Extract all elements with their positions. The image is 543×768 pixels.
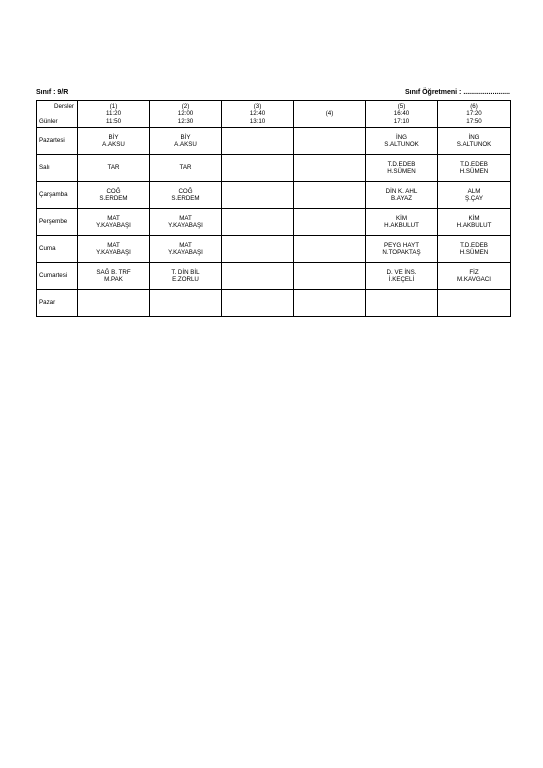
page-header — [36, 89, 510, 100]
day-row — [37, 236, 511, 263]
lesson-subject: İNG — [468, 133, 480, 141]
schedule-table — [36, 100, 511, 317]
period-header-6 — [438, 101, 511, 128]
lesson-subject: FİZ — [469, 268, 479, 276]
lesson-cell — [438, 128, 511, 155]
day-name: Salı — [37, 155, 78, 182]
lesson-cell — [366, 155, 438, 182]
day-row — [37, 263, 511, 290]
lesson-teacher: Ş.ÇAY — [464, 195, 484, 202]
period-start: 16:40 — [393, 110, 410, 118]
lesson-subject: DİN K. AHL — [385, 187, 418, 195]
lesson-subject: PEYG HAYT — [384, 241, 419, 249]
period-end: 17:50 — [466, 117, 482, 125]
lesson-subject: COĞ — [106, 187, 121, 195]
day-name: Perşembe — [37, 209, 78, 236]
period-number: (4) — [325, 110, 334, 118]
corner-cell — [37, 101, 78, 128]
lesson-cell — [222, 263, 294, 290]
lesson-cell — [150, 155, 222, 182]
period-number: (2) — [181, 102, 190, 110]
lesson-subject: KİM — [468, 214, 480, 222]
period-header-1 — [78, 101, 150, 128]
day-name: Pazartesi — [37, 128, 78, 155]
day-name: Cumartesi — [37, 263, 78, 290]
lesson-subject: D. VE İNS. — [386, 268, 417, 276]
lesson-teacher: S.ALTUNOK — [456, 141, 492, 148]
lesson-teacher: H.SÜMEN — [387, 168, 416, 175]
period-end: 17:10 — [393, 117, 410, 125]
lesson-subject: TAR — [179, 164, 192, 172]
lesson-cell — [78, 182, 150, 209]
lesson-cell — [150, 290, 222, 317]
lesson-teacher: E.ZORLU — [172, 276, 199, 283]
lesson-teacher: M.KAVGACI — [457, 276, 491, 283]
day-name: Cuma — [37, 236, 78, 263]
lesson-cell — [294, 182, 366, 209]
lesson-cell — [438, 290, 511, 317]
lesson-subject: SAĞ B. TRF — [96, 268, 131, 276]
lesson-cell — [438, 182, 511, 209]
period-start: 11:20 — [105, 110, 122, 118]
lesson-subject: MAT — [179, 214, 192, 222]
lesson-subject: T. DİN BİL — [171, 268, 200, 276]
lesson-cell — [438, 236, 511, 263]
lesson-subject: T.D.EDEB — [460, 241, 488, 249]
lesson-cell — [78, 236, 150, 263]
lesson-cell — [222, 128, 294, 155]
lesson-cell — [150, 263, 222, 290]
lesson-subject: MAT — [107, 214, 120, 222]
lesson-teacher: S.ERDEM — [99, 195, 128, 202]
period-start: 12:00 — [177, 110, 194, 118]
day-row — [37, 209, 511, 236]
lesson-cell — [78, 209, 150, 236]
day-row — [37, 182, 511, 209]
lesson-cell — [294, 155, 366, 182]
lesson-teacher: H.AKBULUT — [456, 222, 492, 229]
lesson-cell — [366, 290, 438, 317]
period-header-3 — [222, 101, 294, 128]
lesson-cell — [150, 182, 222, 209]
days-label: Günler — [39, 117, 58, 125]
lesson-teacher: Y.KAYABAŞI — [168, 249, 203, 256]
lesson-subject: COĞ — [178, 187, 193, 195]
lesson-teacher: M.PAK — [104, 276, 123, 283]
lesson-teacher: Y.KAYABAŞI — [96, 222, 131, 229]
lesson-cell — [366, 209, 438, 236]
lesson-teacher: S.ALTUNOK — [384, 141, 419, 148]
day-name: Çarşamba — [37, 182, 78, 209]
class-teacher-label: Sınıf Öğretmeni : ........................ — [404, 89, 510, 96]
lesson-cell — [78, 155, 150, 182]
lesson-cell — [438, 263, 511, 290]
period-header-5 — [366, 101, 438, 128]
period-header-2 — [150, 101, 222, 128]
period-end: 12:30 — [177, 117, 194, 125]
lesson-subject: MAT — [179, 241, 192, 249]
lesson-cell — [222, 155, 294, 182]
lesson-teacher: H.SÜMEN — [459, 249, 489, 256]
lesson-teacher: N.TOPAKTAŞ — [382, 249, 421, 256]
day-row — [37, 290, 511, 317]
lesson-cell — [438, 209, 511, 236]
period-end: 11:50 — [105, 117, 122, 125]
lesson-teacher: H.SÜMEN — [459, 168, 489, 175]
lesson-subject: T.D.EDEB — [460, 160, 488, 168]
lesson-subject: KİM — [395, 214, 407, 222]
lessons-label: Dersler — [54, 103, 74, 110]
lesson-cell — [150, 209, 222, 236]
lesson-subject: BİY — [108, 133, 119, 141]
lesson-subject: MAT — [107, 241, 120, 249]
lesson-teacher: A.AKSU — [102, 141, 125, 148]
lesson-cell — [294, 236, 366, 263]
lesson-subject: İNG — [395, 133, 407, 141]
lesson-cell — [366, 236, 438, 263]
lesson-subject: ALM — [467, 187, 481, 195]
period-start: 12:40 — [249, 110, 266, 118]
lesson-cell — [150, 236, 222, 263]
day-name: Pazar — [37, 290, 78, 317]
lesson-teacher: A.AKSU — [174, 141, 197, 148]
lesson-teacher: Y.KAYABAŞI — [168, 222, 203, 229]
class-label: Sınıf : 9/R — [36, 89, 69, 96]
lesson-cell — [294, 128, 366, 155]
lesson-cell — [222, 236, 294, 263]
lesson-cell — [78, 290, 150, 317]
lesson-subject: BİY — [180, 133, 191, 141]
lesson-teacher: S.ERDEM — [171, 195, 200, 202]
lesson-cell — [294, 209, 366, 236]
lesson-cell — [222, 182, 294, 209]
period-end: 13:10 — [249, 117, 266, 125]
day-row — [37, 155, 511, 182]
lesson-cell — [438, 155, 511, 182]
day-row — [37, 128, 511, 155]
lesson-subject: T.D.EDEB — [387, 160, 416, 168]
header-row — [37, 101, 511, 128]
period-number: (6) — [470, 102, 478, 110]
lesson-cell — [222, 290, 294, 317]
period-number: (1) — [109, 102, 118, 110]
lesson-subject: TAR — [107, 164, 120, 172]
period-start: 17:20 — [466, 110, 482, 118]
period-header-4 — [294, 101, 366, 128]
lesson-cell — [294, 290, 366, 317]
lesson-teacher: Y.KAYABAŞI — [96, 249, 131, 256]
lesson-cell — [366, 128, 438, 155]
period-number: (5) — [397, 102, 406, 110]
lesson-cell — [78, 263, 150, 290]
lesson-cell — [366, 263, 438, 290]
lesson-cell — [222, 209, 294, 236]
period-number: (3) — [253, 102, 262, 110]
lesson-cell — [78, 128, 150, 155]
lesson-teacher: İ.KEÇELİ — [388, 276, 415, 283]
lesson-cell — [366, 182, 438, 209]
lesson-teacher: H.AKBULUT — [384, 222, 419, 229]
lesson-cell — [150, 128, 222, 155]
lesson-cell — [294, 263, 366, 290]
lesson-teacher: B.AYAZ — [390, 195, 413, 202]
